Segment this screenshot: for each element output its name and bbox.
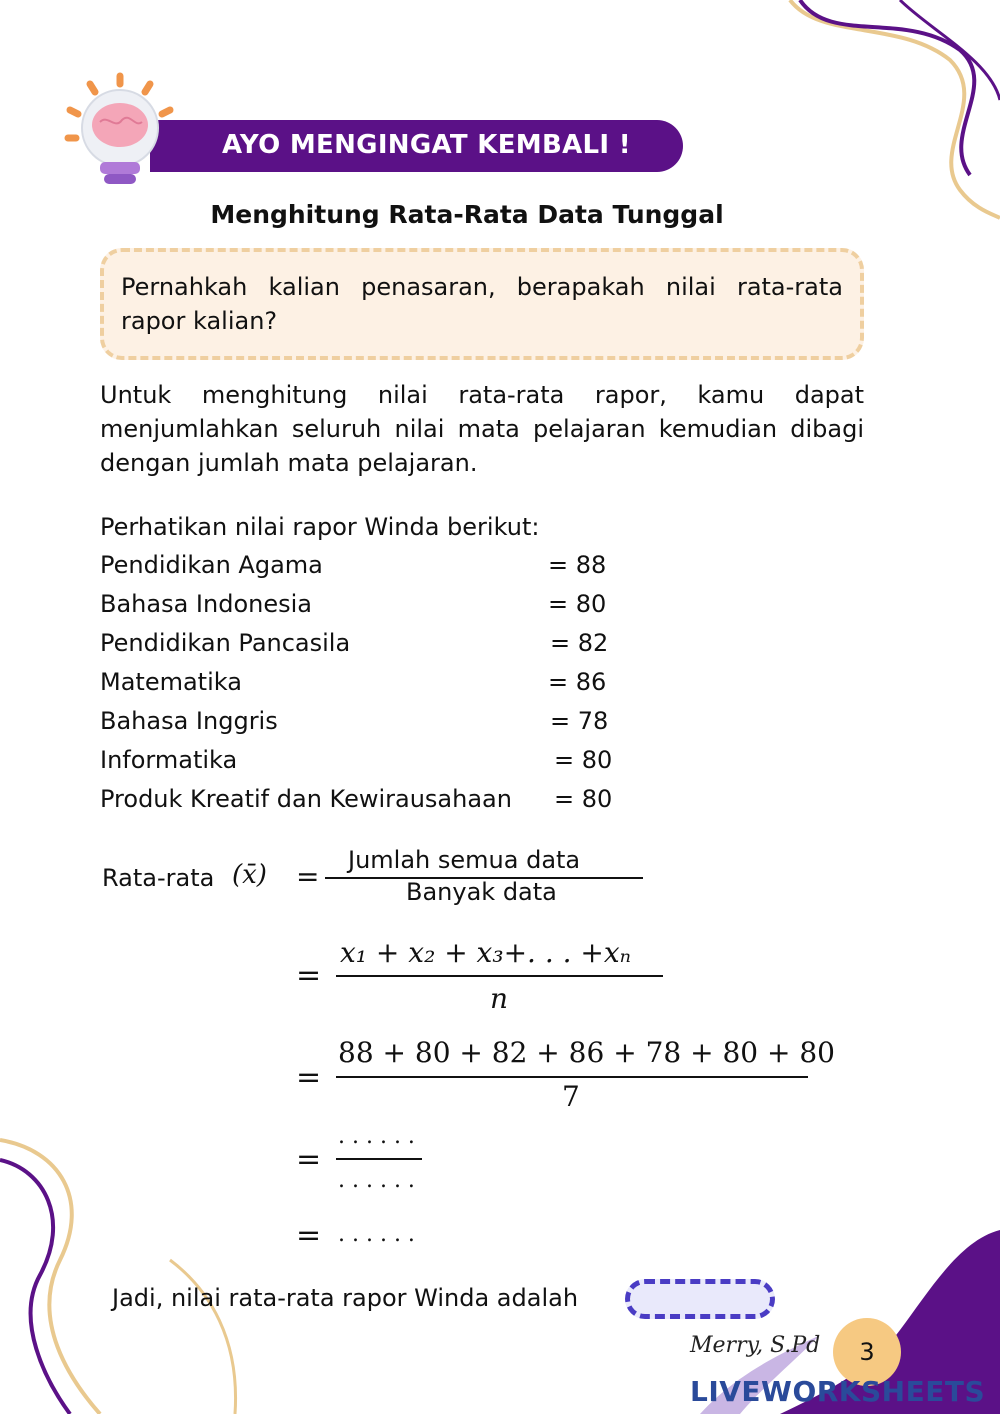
equals-sign: =: [296, 958, 322, 993]
grade-subject: Matematika: [100, 668, 242, 696]
blank-result: . . . . . .: [338, 1222, 415, 1247]
equals-sign: =: [296, 1142, 322, 1177]
lightbulb-brain-icon: [60, 70, 180, 200]
grade-value: = 88: [548, 551, 607, 579]
formula-label: Rata-rata: [102, 864, 215, 892]
grade-value: = 86: [548, 668, 607, 696]
answer-input[interactable]: [625, 1279, 775, 1319]
values-denominator: 7: [562, 1080, 580, 1113]
question-text: Pernahkah kalian penasaran, berapakah nilai rata-rata rapor kalian?: [121, 273, 843, 335]
blank-numerator: . . . . . .: [338, 1124, 415, 1149]
header-title: AYO MENGINGAT KEMBALI !: [222, 130, 631, 160]
grade-subject: Pendidikan Agama: [100, 551, 323, 579]
grade-value: = 78: [550, 707, 609, 735]
grade-subject: Pendidikan Pancasila: [100, 629, 351, 657]
equals-sign: =: [296, 860, 320, 893]
grade-subject: Produk Kreatif dan Kewirausahaan: [100, 785, 512, 813]
author-signature: Merry, S.Pd: [690, 1333, 821, 1358]
grade-value: = 80: [554, 785, 613, 813]
general-numerator: x₁ + x₂ + x₃+. . . +xₙ: [340, 936, 632, 969]
page-number: 3: [833, 1318, 901, 1386]
grade-value: = 82: [550, 629, 609, 657]
equals-sign: =: [296, 1218, 322, 1253]
grades-intro: Perhatikan nilai rapor Winda berikut:: [100, 513, 540, 541]
formula-denominator: Banyak data: [406, 878, 557, 906]
grade-value: = 80: [548, 590, 607, 618]
brand-watermark: LIVEWORKSHEETS: [690, 1375, 986, 1408]
grade-subject: Bahasa Inggris: [100, 707, 278, 735]
equals-sign: =: [296, 1060, 322, 1095]
mean-symbol: (x̄): [232, 860, 267, 890]
section-subtitle: Menghitung Rata-Rata Data Tunggal: [210, 200, 724, 229]
fraction-bar: [336, 1076, 808, 1078]
conclusion-text: Jadi, nilai rata-rata rapor Winda adalah: [112, 1284, 579, 1312]
grade-subject: Informatika: [100, 746, 238, 774]
formula-numerator: Jumlah semua data: [348, 846, 581, 874]
blank-denominator: . . . . . .: [338, 1168, 415, 1193]
fraction-bar: [336, 975, 663, 977]
grade-value: = 80: [554, 746, 613, 774]
fraction-bar: [336, 1158, 422, 1160]
general-denominator: n: [490, 982, 509, 1015]
values-numerator: 88 + 80 + 82 + 86 + 78 + 80 + 80: [338, 1036, 835, 1069]
explanation-paragraph: Untuk menghitung nilai rata-rata rapor, kamu dapat menjumlahkan seluruh nilai mata pelajaran kemudian dibagi dengan jumlah mata pelajaran.: [100, 381, 864, 477]
grade-subject: Bahasa Indonesia: [100, 590, 312, 618]
